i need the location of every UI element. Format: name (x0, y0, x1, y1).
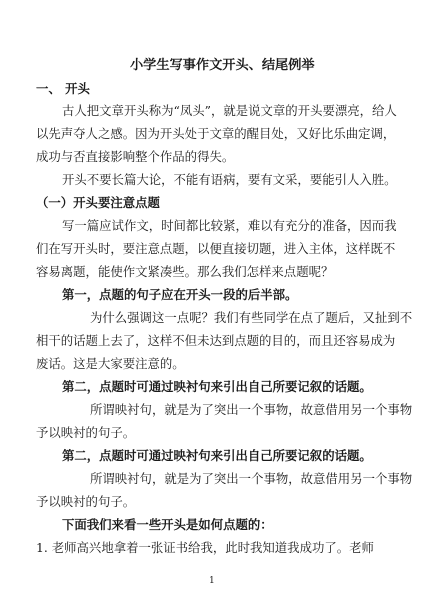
paragraph-line: 废话。这是大家要注意的。 (36, 356, 185, 371)
paragraph-line: 容易离题，能使作文紧凑些。那么我们怎样来点题呢？ (36, 264, 334, 279)
paragraph-line: 予以映衬的句子。 (36, 425, 136, 440)
point-heading: 第二，点题时可通过映衬句来引出自己所要记叙的话题。 (62, 448, 372, 463)
paragraph-line: 以先声夺人之感。因为开头处于文章的醒目处，又好比乐曲定调， (36, 126, 396, 141)
point-heading: 第二，点题时可通过映衬句来引出自己所要记叙的话题。 (62, 379, 372, 394)
paragraph-line: 相干的话题上去了，这样不但未达到点题的目的，而且还容易成为 (36, 333, 396, 348)
paragraph-line: 成功与否直接影响整个作品的得失。 (36, 149, 235, 164)
paragraph-line: 予以映衬的句子。 (36, 494, 136, 509)
paragraph-line: 开头不要长篇大论，不能有语病，要有文采，要能引人入胜。 (62, 172, 397, 187)
section-heading-opening: 一、 开头 (36, 81, 90, 96)
subsection-heading: （一）开头要注意点题 (36, 195, 160, 210)
paragraph-line: 为什么强调这一点呢？我们有些同学在点了题后，又扯到不 (90, 310, 413, 325)
paragraph-line: 古人把文章开头称为“凤头”，就是说文章的开头要漂亮，给人 (62, 103, 397, 118)
paragraph-line: 所谓映衬句，就是为了突出一个事物，故意借用另一个事物 (90, 402, 413, 417)
document-title: 小学生写事作文开头、结尾例举 (130, 58, 315, 73)
paragraph-line: 写一篇应试作文，时间都比较紧，难以有充分的准备，因而我 (62, 218, 397, 233)
paragraph-line: 们在写开头时，要注意点题，以便直接切题，进入主体，这样既不 (36, 241, 396, 256)
page-number: 1 (209, 576, 215, 586)
examples-heading: 下面我们来看一些开头是如何点题的： (62, 517, 273, 532)
example-line: 1. 老师高兴地拿着一张证书给我，此时我知道我成功了。老师 (36, 540, 374, 555)
paragraph-line: 所谓映衬句，就是为了突出一个事物，故意借用另一个事物 (90, 471, 413, 486)
point-heading: 第一，点题的句子应在开头一段的后半部。 (62, 287, 298, 302)
